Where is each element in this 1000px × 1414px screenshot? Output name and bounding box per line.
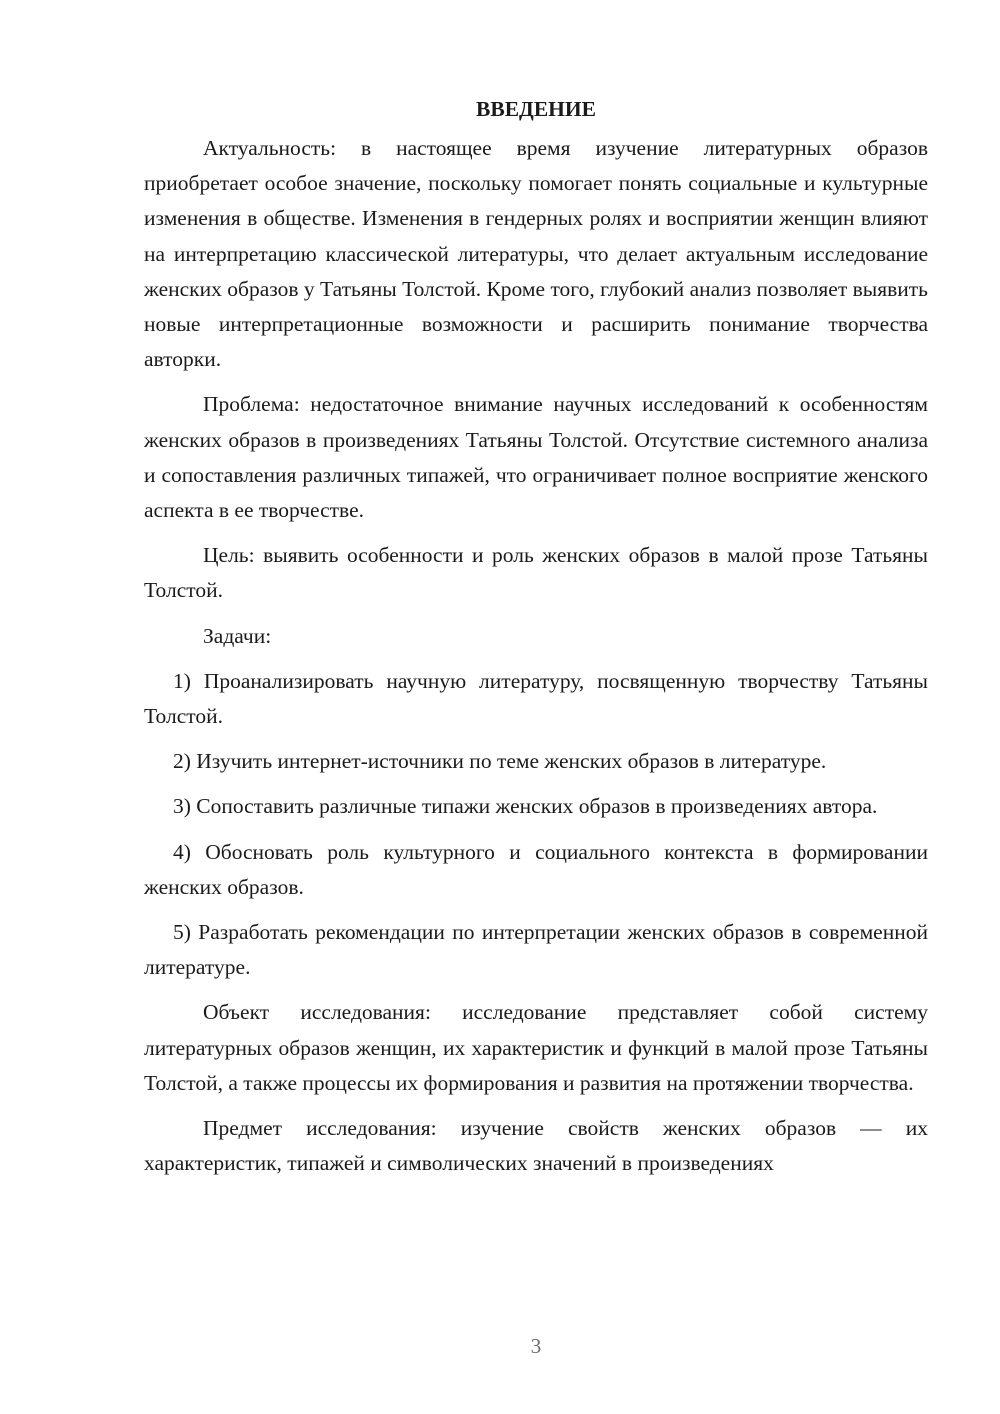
document-page (144, 92, 928, 1191)
paragraph-relevance: Актуальность: в настоящее время изучение литературных образов приобретает особое значение, поскольку помогает понять социальные и культурные изменения в обществе. Изменения в гендерных ролях и восприятии женщин влияют на интерпретацию классической литературы, что делает актуальным исследование женских образов у Татьяны Толстой. Кроме того, глубокий анализ позволяет выявить новые интерпретационные возможности и расширить понимание творчества авторки. (144, 136, 928, 372)
section-title: ВВЕДЕНИЕ (476, 97, 596, 121)
paragraph-tasks-heading: Задачи: (203, 623, 272, 648)
task-item-4: 4) Обосновать роль культурного и социального контекста в формировании женских образов. (144, 839, 928, 899)
paragraph-object: Объект исследования: исследование представляет собой систему литературных образов женщин, их характеристик и функций в малой прозе Татьяны Толстой, а также процессы их формирования и развития на протяжении творчества. (144, 1000, 928, 1095)
task-item-3: 3) Сопоставить различные типажи женских образов в произведениях автора. (173, 794, 878, 819)
paragraph-problem: Проблема: недостаточное внимание научных исследований к особенностям женских образов в произведениях Татьяны Толстой. Отсутствие системного анализа и сопоставления различных типажей, что ограничивает полное восприятие женского аспекта в ее творчестве. (144, 392, 928, 523)
page-number: 3 (530, 1334, 542, 1358)
task-item-1: 1) Проанализировать научную литературу, посвященную творчеству Татьяны Толстой. (144, 668, 928, 729)
task-item-2: 2) Изучить интернет-источники по теме женских образов в литературе. (173, 749, 827, 774)
paragraph-subject: Предмет исследования: изучение свойств женских образов — их характеристик, типажей и символических значений в произведениях (144, 1116, 928, 1176)
task-item-5: 5) Разработать рекомендации по интерпретации женских образов в современной литературе. (144, 920, 928, 980)
paragraph-goal: Цель: выявить особенности и роль женских образов в малой прозе Татьяны Толстой. (144, 543, 928, 603)
